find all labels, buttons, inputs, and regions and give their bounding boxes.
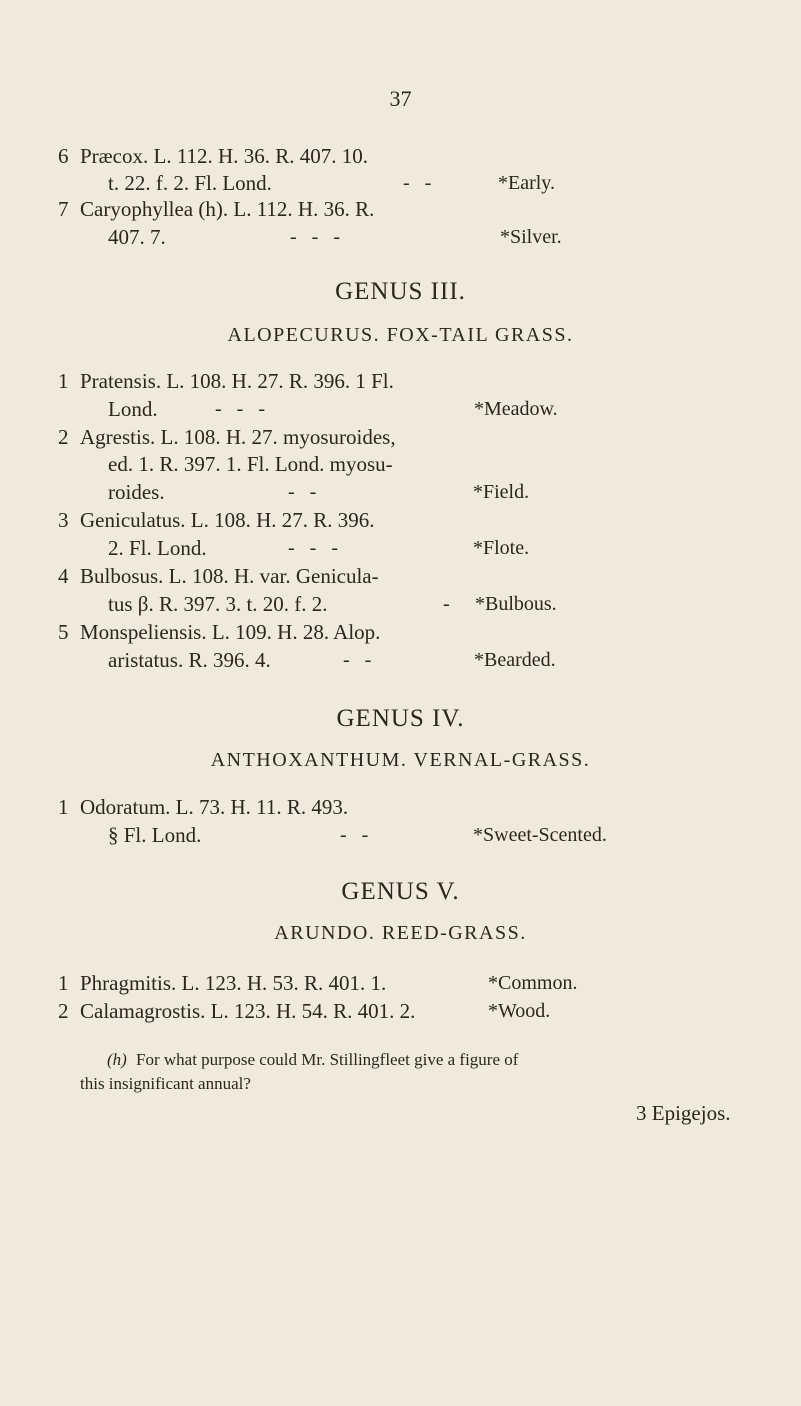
entry-number: 1 bbox=[58, 971, 69, 995]
entry-line: 407. 7. bbox=[108, 225, 166, 249]
entry-line: ed. 1. R. 397. 1. Fl. Lond. myosu- bbox=[108, 452, 393, 476]
entry-line: Calamagrostis. L. 123. H. 54. R. 401. 2. bbox=[80, 999, 416, 1023]
entry-line: § Fl. Lond. bbox=[108, 823, 202, 847]
entry-number: 2 bbox=[58, 425, 69, 449]
page-number: 37 bbox=[389, 86, 412, 111]
genus-heading: GENUS IV. bbox=[336, 705, 465, 732]
common-name: *Silver. bbox=[500, 226, 562, 248]
leader-dashes: - - - bbox=[288, 537, 338, 559]
entry-line: tus β. R. 397. 3. t. 20. f. 2. bbox=[108, 592, 328, 616]
genus-heading: GENUS III. bbox=[335, 278, 466, 305]
entry-number: 1 bbox=[58, 795, 69, 819]
catchword: 3 Epigejos. bbox=[636, 1101, 731, 1125]
common-name: *Bulbous. bbox=[475, 593, 557, 615]
footnote-line: this insignificant annual? bbox=[80, 1074, 251, 1093]
entry-number: 3 bbox=[58, 508, 69, 532]
entry-number: 7 bbox=[58, 197, 69, 221]
entry-line: Agrestis. L. 108. H. 27. myosuroides, bbox=[80, 425, 396, 449]
entry-line: aristatus. R. 396. 4. bbox=[108, 648, 271, 672]
entry-line: Lond. bbox=[108, 397, 158, 421]
entry-line: Phragmitis. L. 123. H. 53. R. 401. 1. bbox=[80, 971, 387, 995]
common-name: *Field. bbox=[473, 481, 530, 503]
entry-number: 6 bbox=[58, 144, 69, 168]
leader-dashes: - bbox=[443, 593, 450, 615]
footnote-mark: (h) bbox=[107, 1050, 127, 1069]
entry-line: Geniculatus. L. 108. H. 27. R. 396. bbox=[80, 508, 375, 532]
entry-number: 1 bbox=[58, 369, 69, 393]
entry-line: Bulbosus. L. 108. H. var. Genicula- bbox=[80, 564, 379, 588]
common-name: *Bearded. bbox=[474, 649, 556, 671]
genus-heading: GENUS V. bbox=[341, 878, 460, 905]
entry-line: t. 22. f. 2. Fl. Lond. bbox=[108, 171, 272, 195]
common-name: *Early. bbox=[498, 172, 556, 194]
leader-dashes: - - - bbox=[290, 226, 340, 248]
entry-line: Præcox. L. 112. H. 36. R. 407. 10. bbox=[80, 144, 368, 168]
entry-line: Monspeliensis. L. 109. H. 28. Alop. bbox=[80, 620, 381, 644]
leader-dashes: - - - bbox=[215, 398, 265, 420]
genus-subtitle: ARUNDO. REED-GRASS. bbox=[274, 922, 527, 944]
entry-line: Pratensis. L. 108. H. 27. R. 396. 1 Fl. bbox=[80, 369, 394, 393]
common-name: *Common. bbox=[488, 972, 578, 994]
entry-line: roides. bbox=[108, 480, 165, 504]
entry-number: 4 bbox=[58, 564, 69, 588]
footnote-line: For what purpose could Mr. Stillingfleet give a figure of bbox=[136, 1050, 519, 1069]
leader-dashes: - - bbox=[343, 649, 372, 671]
entry-line: Caryophyllea (h). L. 112. H. 36. R. bbox=[80, 197, 375, 221]
entry-line: 2. Fl. Lond. bbox=[108, 536, 207, 560]
entry-number: 5 bbox=[58, 620, 69, 644]
leader-dashes: - - bbox=[403, 172, 432, 194]
leader-dashes: - - bbox=[288, 481, 317, 503]
genus-subtitle: ANTHOXANTHUM. VERNAL-GRASS. bbox=[210, 749, 591, 771]
common-name: *Wood. bbox=[488, 1000, 551, 1022]
entry-line: Odoratum. L. 73. H. 11. R. 493. bbox=[80, 795, 349, 819]
common-name: *Meadow. bbox=[474, 398, 558, 420]
entry-number: 2 bbox=[58, 999, 69, 1023]
genus-subtitle: ALOPECURUS. FOX-TAIL GRASS. bbox=[227, 324, 574, 346]
common-name: *Flote. bbox=[473, 537, 530, 559]
leader-dashes: - - bbox=[340, 824, 369, 846]
common-name: *Sweet-Scented. bbox=[473, 824, 607, 846]
